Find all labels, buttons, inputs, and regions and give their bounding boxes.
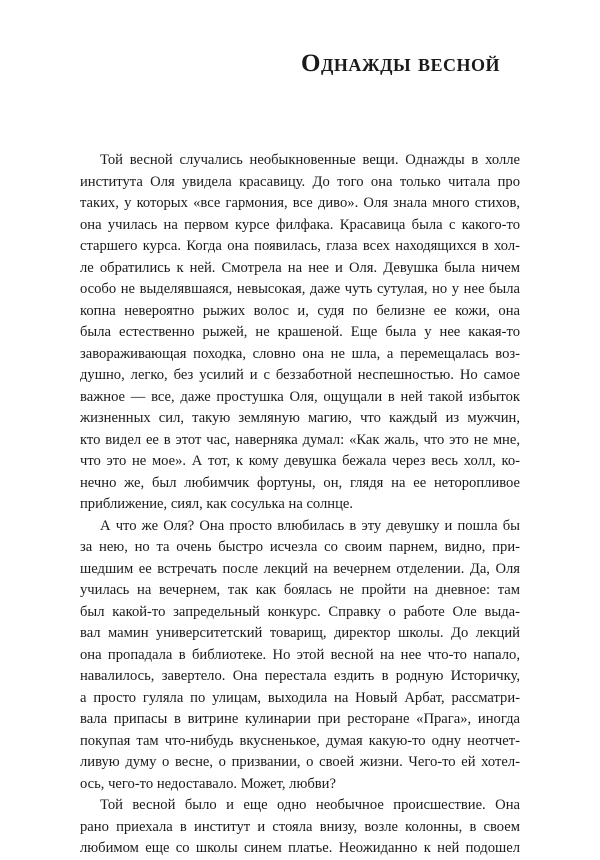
chapter-title: Однажды весной xyxy=(301,50,500,77)
text-line: любимом еще со школы синем платье. Неожиданно к ней подошел xyxy=(80,840,520,856)
text-line: особо не выделявшаяся, невысокая, даже чуть сутулая, но у нее была xyxy=(80,281,520,297)
text-line: приближение, сиял, как сосулька на солнце. xyxy=(80,496,354,512)
text-line: вал мамин университетский товарищ, директор школы. До лекций xyxy=(80,625,520,641)
text-line: душно, легко, без усилий и с беззаботной неспешностью. Но самое xyxy=(80,367,520,383)
text-line: шедшим ее встречать после лекций на вечернем отделении. Да, Оля xyxy=(80,560,520,577)
text-line: кто видел ее в этот час, наверняка думал: «Как жаль, что это не мне, xyxy=(80,431,520,448)
text-line: она пропадала в библиотеке. Но этой весной на нее что-то напало, xyxy=(80,646,520,663)
text-line: покупая там что-нибудь вкусненькое, думая какую-то одну неотчет- xyxy=(80,732,520,749)
text-line: института Оля увидела красавицу. До того она только читала про xyxy=(80,173,520,190)
text-line: А что же Оля? Она просто влюбилась в эту девушку и пошла бы xyxy=(100,517,520,534)
text-line: вала припасы в витрине кулинарии при ресторане «Прага», иногда xyxy=(80,711,520,727)
text-line: а просто гуляла по улицам, выходила на Новый Арбат, рассматри- xyxy=(80,689,520,706)
text-line: училась на вечернем, так как боялась не пройти на дневное: там xyxy=(80,582,520,598)
text-line: копна невероятно рыжих волос и, судя по белизне ее кожи, она xyxy=(80,302,520,319)
text-line: старшего курса. Когда она появилась, глаза всех находящихся в хол- xyxy=(80,238,520,254)
text-line: за нею, но та очень быстро исчезла со своим парнем, видно, при- xyxy=(80,539,520,555)
body-text xyxy=(80,150,520,860)
text-line: таких, у которых «все гармония, все диво». Оля знала много стихов, xyxy=(80,195,520,211)
text-line: важное — все, даже простушка Оля, ощущали в ней такой избыток xyxy=(80,388,520,405)
text-line: нечно же, был любимчик фортуны, он, глядя на ее неторопливое xyxy=(80,474,520,491)
text-line: Той весной было и еще одно необычное происшествие. Она xyxy=(100,797,520,813)
text-line: рано приехала в институт и стояла внизу, возле колонны, в своем xyxy=(80,818,520,835)
text-line: что это не мое». А тот, к кому девушка бежала через весь холл, ко- xyxy=(80,453,520,469)
text-line: завораживающая походка, словно она не шла, а перемещалась воз- xyxy=(80,345,520,362)
text-line: ле обратились к ней. Смотрела на нее и Оля. Девушка была ничем xyxy=(80,259,520,276)
text-line: она училась на первом курсе филфака. Красавица была с какого-то xyxy=(80,216,520,233)
text-line: ливую думу о весне, о призвании, о своей жизни. Чего-то ей хотел- xyxy=(80,754,520,770)
text-line: навалилось, завертело. Она перестала ездить в родную Историчку, xyxy=(80,668,520,684)
text-line: ось, чего-то недоставало. Может, любви? xyxy=(80,775,336,792)
text-line: жизненных сил, такую земляную магию, что каждый из мужчин, xyxy=(80,410,520,426)
text-line: был какой-то запредельный конкурс. Справку о работе Оле выда- xyxy=(80,603,520,620)
text-line: была естественно рыжей, не крашеной. Еще была у нее какая-то xyxy=(80,324,520,340)
text-line: Той весной случались необыкновенные вещи. Однажды в холле xyxy=(100,152,520,168)
